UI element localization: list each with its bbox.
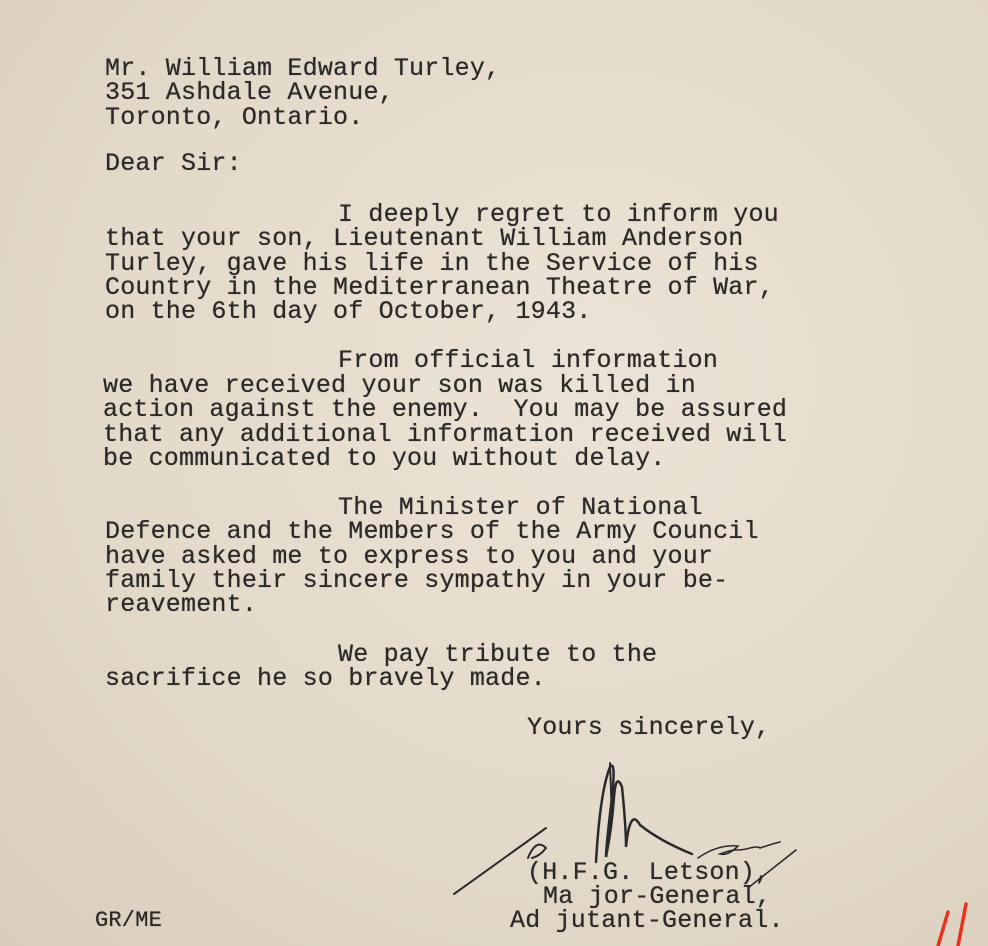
paragraph-4-line: We pay tribute to the	[338, 640, 658, 669]
recipient-city: Toronto, Ontario.	[105, 103, 364, 132]
reference-initials: GR/ME	[95, 908, 163, 933]
paragraph-2-line: be communicated to you without delay.	[103, 444, 666, 473]
paragraph-3-line: reavement.	[105, 590, 258, 619]
paragraph-4-line: sacrifice he so bravely made.	[105, 664, 546, 693]
recipient-street: 351 Ashdale Avenue,	[105, 78, 394, 107]
paragraph-3-line: have asked me to express to you and your	[105, 542, 714, 571]
paragraph-1-line: Country in the Mediterranean Theatre of War,	[105, 273, 774, 302]
paragraph-1-line: on the 6th day of October, 1943.	[105, 297, 592, 326]
signature-name: (H.F.G. Letson),	[527, 858, 771, 887]
paragraph-1-line: I deeply regret to inform you	[338, 200, 779, 229]
paragraph-2-line: we have received your son was killed in	[103, 371, 696, 400]
closing: Yours sincerely,	[527, 713, 771, 742]
salutation: Dear Sir:	[105, 149, 242, 178]
paragraph-2-line: that any additional information received will	[103, 420, 788, 449]
signature-rank: Ma jor-General,	[543, 882, 772, 911]
signature-title: Ad jutant-General.	[510, 906, 784, 935]
paragraph-3-line: Defence and the Members of the Army Council	[105, 517, 759, 546]
paragraph-1-line: Turley, gave his life in the Service of his	[105, 249, 759, 278]
paragraph-3-line: family their sincere sympathy in your be-	[105, 566, 729, 595]
paragraph-2-line: action against the enemy. You may be assured	[103, 395, 788, 424]
paragraph-3-line: The Minister of National	[338, 493, 703, 522]
recipient-name: Mr. William Edward Turley,	[105, 54, 501, 83]
paragraph-1-line: that your son, Lieutenant William Anderson	[105, 224, 744, 253]
paragraph-2-line: From official information	[338, 346, 719, 375]
